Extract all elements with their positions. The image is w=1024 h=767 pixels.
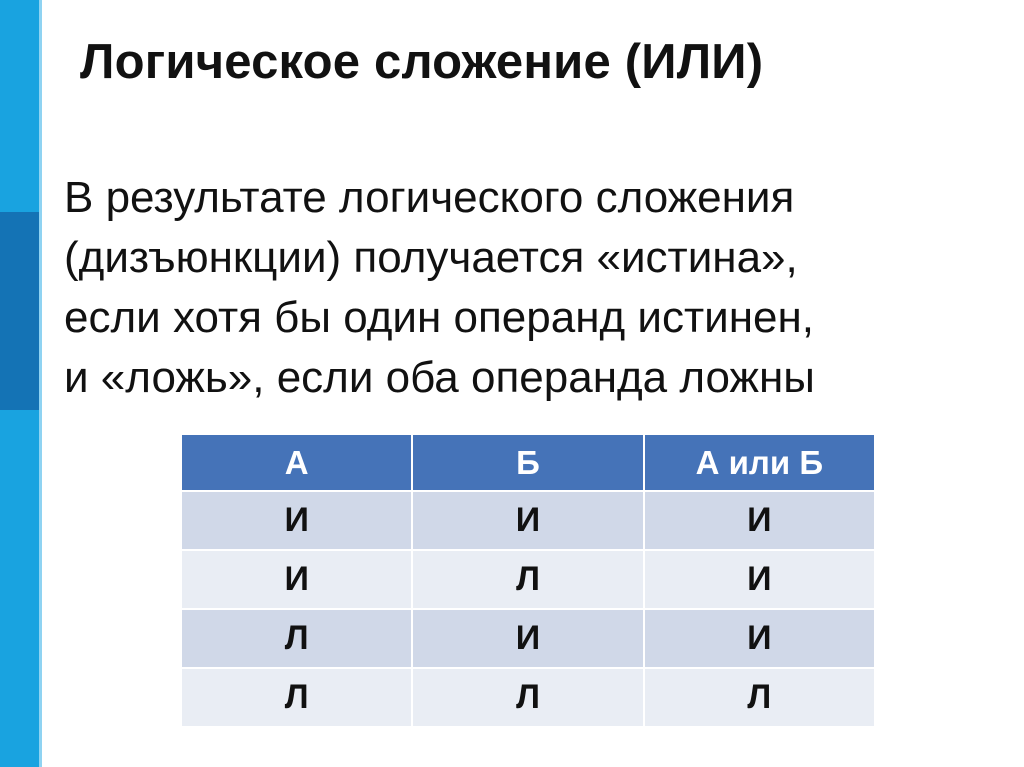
side-accent-edge [39, 0, 42, 767]
cell-a: Л [181, 668, 412, 727]
definition-text [64, 168, 964, 408]
header-a: А [181, 434, 412, 491]
definition-line-2: (дизъюнкции) получается «истина», [64, 233, 798, 282]
table-row [181, 609, 875, 668]
side-accent-band [0, 212, 42, 410]
table-row [181, 491, 875, 550]
header-a-or-b: А или Б [644, 434, 875, 491]
cell-a: И [181, 491, 412, 550]
table-header-row [181, 434, 875, 491]
cell-a: Л [181, 609, 412, 668]
table-row [181, 668, 875, 727]
cell-result: И [644, 550, 875, 609]
side-accent-bar [0, 0, 42, 767]
cell-result: И [644, 609, 875, 668]
cell-b: Л [412, 550, 643, 609]
definition-line-4: и «ложь», если оба операнда ложны [64, 353, 815, 402]
cell-result: Л [644, 668, 875, 727]
cell-b: И [412, 609, 643, 668]
cell-a: И [181, 550, 412, 609]
cell-b: Л [412, 668, 643, 727]
truth-table [180, 433, 876, 728]
definition-line-3: если хотя бы один операнд истинен, [64, 293, 814, 342]
table-row [181, 550, 875, 609]
slide-title: Логическое сложение (ИЛИ) [80, 35, 764, 89]
cell-result: И [644, 491, 875, 550]
header-b: Б [412, 434, 643, 491]
definition-line-1: В результате логического сложения [64, 173, 795, 222]
cell-b: И [412, 491, 643, 550]
